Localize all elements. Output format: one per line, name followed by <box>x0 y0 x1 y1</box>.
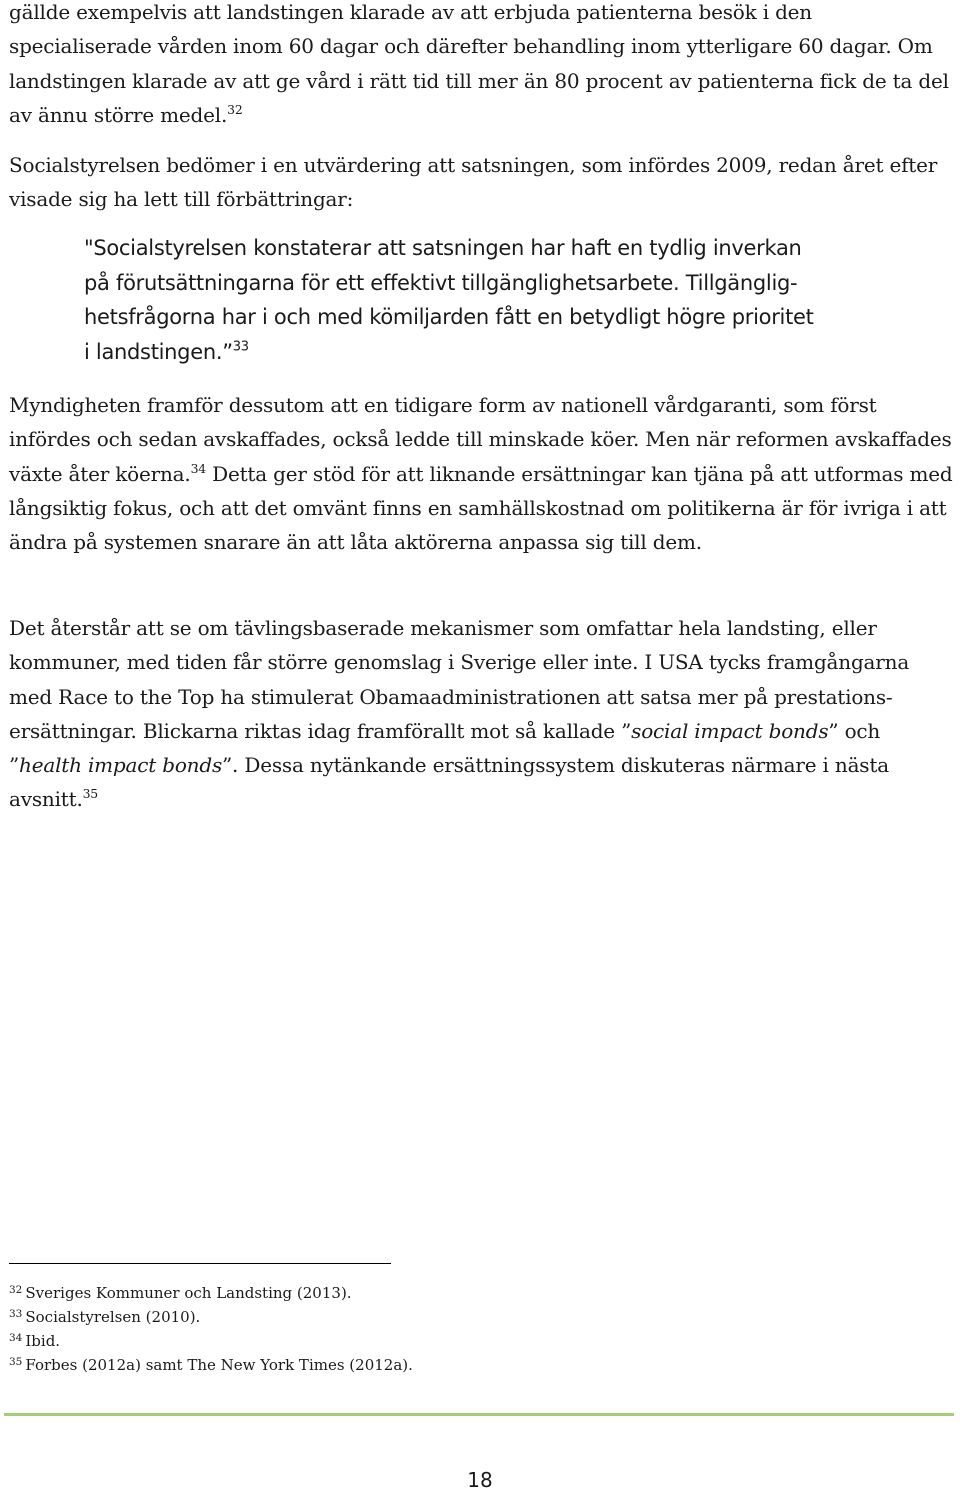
footnote-number: 33 <box>9 1307 23 1320</box>
footnote-divider <box>9 1263 391 1264</box>
footnote-number: 32 <box>9 1283 23 1296</box>
footnote-reference[interactable]: 34 <box>190 460 206 476</box>
paragraph-text: gällde exempelvis att landstingen klarade av att erbjuda patienterna besök i den specialiserade vården inom 60 dagar och därefter behandling inom ytterligare 60 dagar. Om landstingen klarade av att ge vård i rätt tid till mer än 80 procent av patienterna fick de ta del av ännu större medel. <box>9 0 949 127</box>
paragraph-text: Det återstår att se om tävlingsbaserade mekanismer som omfattar hela landsting, eller kommuner, med tiden får större genomslag i Sverige eller inte. I USA tycks framgångarna med Race to the Top ha stimulerat Obamaadministrationen att satsa mer på prestationsersättningar. Blickarna riktas idag framförallt mot så kallade ” <box>9 616 910 743</box>
italic-term: social impact bonds <box>631 718 829 743</box>
paragraph-text: Socialstyrelsen bedömer i en utvärdering att satsningen, som infördes 2009, redan året efter visade sig ha lett till förbättringar: <box>9 153 938 212</box>
paragraph-evaluation <box>9 148 954 217</box>
paragraph-text: ” och ” <box>9 718 881 778</box>
footnote-reference[interactable]: 32 <box>227 101 243 117</box>
page-number: 18 <box>467 1468 493 1492</box>
footnote-item <box>9 1305 809 1329</box>
quote-line: på förutsättningarna för ett effektivt tillgänglighetsarbete. Tillgänglig- <box>84 270 798 295</box>
footnote-text: Sveriges Kommuner och Landsting (2013). <box>25 1284 352 1302</box>
block-quote <box>84 231 874 369</box>
footnote-item <box>9 1281 809 1305</box>
footnote-reference[interactable]: 35 <box>82 786 98 802</box>
footnote-reference[interactable]: 33 <box>232 339 249 355</box>
italic-term: health impact bonds <box>19 753 223 778</box>
footnote-item <box>9 1329 809 1353</box>
paragraph-text: Myndigheten framför dessutom att en tidigare form av nationell vårdgaranti, som först infördes och sedan avskaffades, också ledde till minskade köer. Men när reformen avskaffades växte åter köerna. <box>9 393 952 486</box>
quote-line: i landstingen.” <box>84 339 233 364</box>
footnote-text: Socialstyrelsen (2010). <box>25 1308 201 1326</box>
footnote-number: 35 <box>9 1355 23 1368</box>
footnote-number: 34 <box>9 1331 23 1344</box>
paragraph-intro <box>9 0 954 132</box>
footnote-item <box>9 1353 809 1377</box>
page-divider <box>4 1413 954 1416</box>
footnotes-list <box>9 1281 809 1377</box>
paragraph-outlook <box>9 611 954 817</box>
paragraph-text: ”. Dessa nytänkande ersättningssystem diskuteras närmare i nästa avsnitt. <box>9 753 889 812</box>
paragraph-text: Detta ger stöd för att liknande ersättningar kan tjäna på att utformas med långsiktig fokus, och att det omvänt finns en samhällskostnad om politikerna är för ivriga i att ändra på systemen snarare än att låta aktörerna anpassa sig till dem. <box>9 461 953 555</box>
quote-line: hetsfrågorna har i och med kömiljarden fått en betydligt högre prioritet <box>84 305 814 329</box>
paragraph-authority <box>9 388 954 559</box>
quote-line: "Socialstyrelsen konstaterar att satsningen har haft en tydlig inverkan <box>84 236 802 260</box>
footnote-text: Ibid. <box>25 1332 61 1350</box>
footnote-text: Forbes (2012a) samt The New York Times (2012a). <box>25 1356 413 1374</box>
